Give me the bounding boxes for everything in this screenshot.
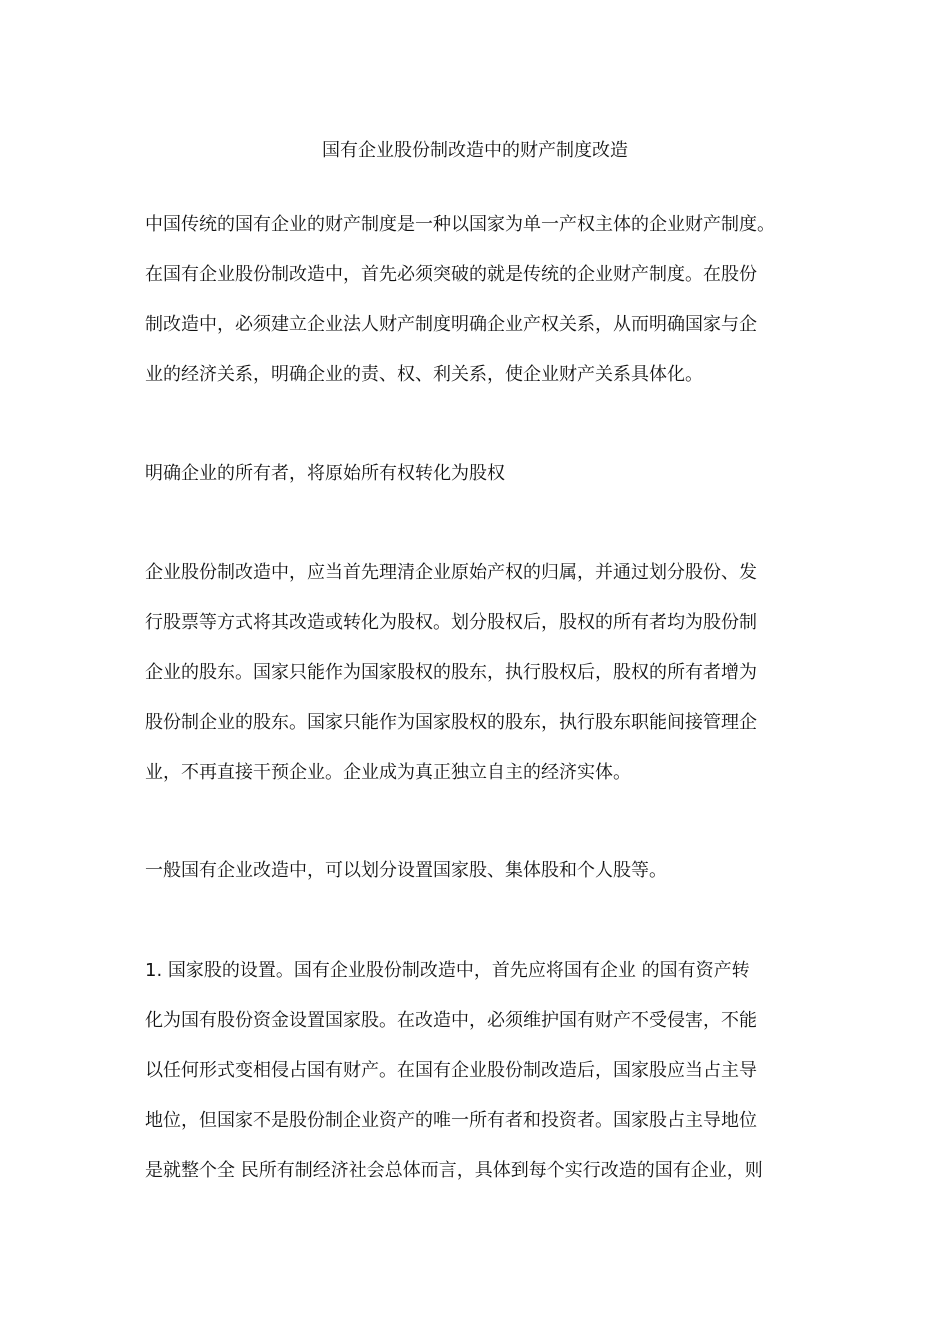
paragraph-4-line-1: 1. 国家股的设置。国有企业股份制改造中，首先应将国有企业 的国有资产转 xyxy=(145,960,750,981)
paragraph-4-line-5: 是就整个全 民所有制经济社会总体而言，具体到每个实行改造的国有企业，则 xyxy=(145,1160,763,1181)
paragraph-2-line-3: 企业的股东。国家只能作为国家股权的股东，执行股权后，股权的所有者增为 xyxy=(145,662,757,683)
section-heading: 明确企业的所有者，将原始所有权转化为股权 xyxy=(145,463,505,484)
paragraph-2-line-4: 股份制企业的股东。国家只能作为国家股权的股东，执行股东职能间接管理企 xyxy=(145,712,757,733)
paragraph-1-line-2: 在国有企业股份制改造中，首先必须突破的就是传统的企业财产制度。在股份 xyxy=(145,264,757,285)
paragraph-1-line-1: 中国传统的国有企业的财产制度是一种以国家为单一产权主体的企业财产制度。 xyxy=(145,214,775,235)
paragraph-4-line-3: 以任何形式变相侵占国有财产。在国有企业股份制改造后，国家股应当占主导 xyxy=(145,1060,757,1081)
paragraph-2-line-5: 业，不再直接干预企业。企业成为真正独立自主的经济实体。 xyxy=(145,762,631,783)
paragraph-1-line-4: 业的经济关系，明确企业的责、权、利关系，使企业财产关系具体化。 xyxy=(145,364,703,385)
paragraph-4-line-4: 地位，但国家不是股份制企业资产的唯一所有者和投资者。国家股占主导地位 xyxy=(145,1110,757,1131)
paragraph-1-line-3: 制改造中，必须建立企业法人财产制度明确企业产权关系，从而明确国家与企 xyxy=(145,314,757,335)
paragraph-3: 一般国有企业改造中，可以划分设置国家股、集体股和个人股等。 xyxy=(145,860,667,881)
paragraph-4-line-2: 化为国有股份资金设置国家股。在改造中，必须维护国有财产不受侵害，不能 xyxy=(145,1010,757,1031)
paragraph-2-line-1: 企业股份制改造中，应当首先理清企业原始产权的归属，并通过划分股份、发 xyxy=(145,562,757,583)
paragraph-2-line-2: 行股票等方式将其改造或转化为股权。划分股权后，股权的所有者均为股份制 xyxy=(145,612,757,633)
document-title: 国有企业股份制改造中的财产制度改造 xyxy=(322,140,628,161)
